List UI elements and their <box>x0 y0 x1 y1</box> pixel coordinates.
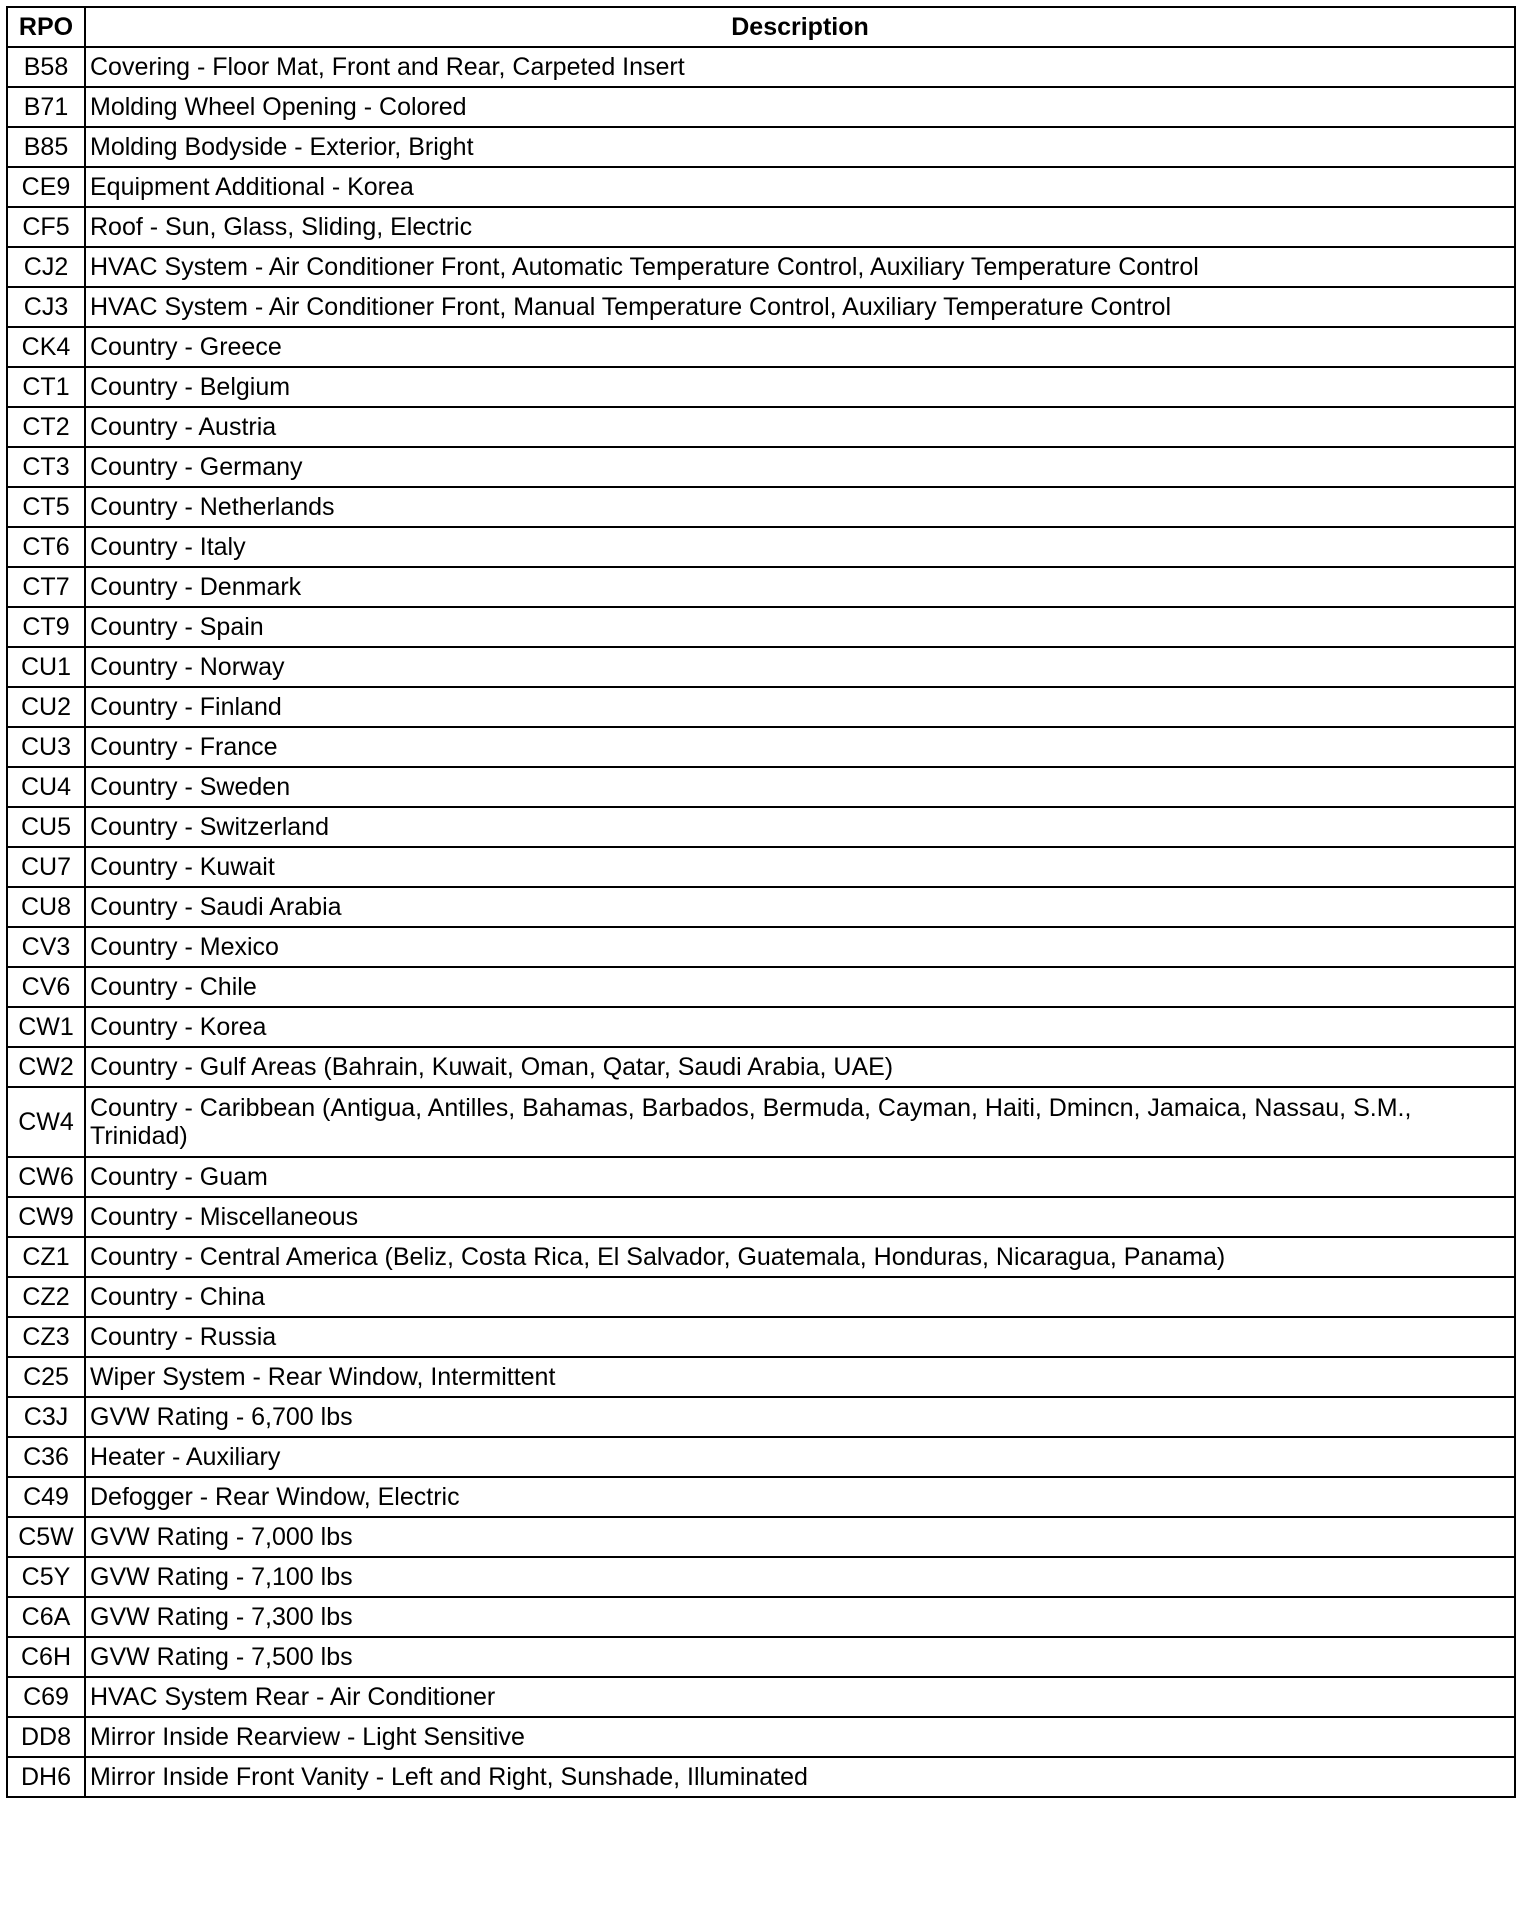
description-cell: Country - Spain <box>85 607 1515 647</box>
description-cell: Country - Finland <box>85 687 1515 727</box>
table-row <box>7 1717 1515 1757</box>
table-row <box>7 1007 1515 1047</box>
table-row <box>7 207 1515 247</box>
description-cell: Country - Switzerland <box>85 807 1515 847</box>
table-row <box>7 1677 1515 1717</box>
table-row <box>7 727 1515 767</box>
description-cell: Roof - Sun, Glass, Sliding, Electric <box>85 207 1515 247</box>
table-row <box>7 967 1515 1007</box>
table-row <box>7 87 1515 127</box>
rpo-code-cell: CT9 <box>7 607 85 647</box>
description-cell: Mirror Inside Front Vanity - Left and Right, Sunshade, Illuminated <box>85 1757 1515 1797</box>
table-row <box>7 1357 1515 1397</box>
rpo-code-cell: CT1 <box>7 367 85 407</box>
table-row <box>7 527 1515 567</box>
rpo-code-cell: CU4 <box>7 767 85 807</box>
description-cell: Country - Gulf Areas (Bahrain, Kuwait, Oman, Qatar, Saudi Arabia, UAE) <box>85 1047 1515 1087</box>
description-cell: Country - Caribbean (Antigua, Antilles, Bahamas, Barbados, Bermuda, Cayman, Haiti, Dmincn, Jamaica, Nassau, S.M., Trinidad) <box>85 1087 1515 1157</box>
description-cell: Country - Germany <box>85 447 1515 487</box>
rpo-code-cell: C6A <box>7 1597 85 1637</box>
description-cell: Country - Central America (Beliz, Costa Rica, El Salvador, Guatemala, Honduras, Nicaragua, Panama) <box>85 1237 1515 1277</box>
rpo-code-cell: C3J <box>7 1397 85 1437</box>
description-cell: Heater - Auxiliary <box>85 1437 1515 1477</box>
rpo-code-cell: CV6 <box>7 967 85 1007</box>
table-row <box>7 1087 1515 1157</box>
table-row <box>7 1197 1515 1237</box>
rpo-column-header: RPO <box>7 7 85 47</box>
rpo-code-cell: DH6 <box>7 1757 85 1797</box>
rpo-code-cell: CU8 <box>7 887 85 927</box>
table-row <box>7 1477 1515 1517</box>
table-row <box>7 1637 1515 1677</box>
rpo-code-cell: CW6 <box>7 1157 85 1197</box>
table-row <box>7 1757 1515 1797</box>
rpo-code-cell: C69 <box>7 1677 85 1717</box>
description-cell: Country - Netherlands <box>85 487 1515 527</box>
description-cell: Country - France <box>85 727 1515 767</box>
rpo-code-cell: CU5 <box>7 807 85 847</box>
description-cell: GVW Rating - 7,000 lbs <box>85 1517 1515 1557</box>
description-cell: Country - Austria <box>85 407 1515 447</box>
description-cell: HVAC System - Air Conditioner Front, Manual Temperature Control, Auxiliary Temperature Control <box>85 287 1515 327</box>
table-header <box>7 7 1515 47</box>
description-cell: GVW Rating - 7,100 lbs <box>85 1557 1515 1597</box>
description-cell: Country - Belgium <box>85 367 1515 407</box>
table-row <box>7 1237 1515 1277</box>
table-row <box>7 447 1515 487</box>
description-cell: GVW Rating - 7,300 lbs <box>85 1597 1515 1637</box>
rpo-code-cell: CW9 <box>7 1197 85 1237</box>
table-row <box>7 887 1515 927</box>
description-cell: Country - Mexico <box>85 927 1515 967</box>
description-cell: Defogger - Rear Window, Electric <box>85 1477 1515 1517</box>
table-row <box>7 1047 1515 1087</box>
table-row <box>7 807 1515 847</box>
table-row <box>7 1557 1515 1597</box>
rpo-code-cell: B71 <box>7 87 85 127</box>
rpo-code-cell: CT2 <box>7 407 85 447</box>
table-row <box>7 1597 1515 1637</box>
table-row <box>7 767 1515 807</box>
description-cell: Country - Guam <box>85 1157 1515 1197</box>
rpo-code-cell: CU1 <box>7 647 85 687</box>
table-row <box>7 1517 1515 1557</box>
description-cell: HVAC System Rear - Air Conditioner <box>85 1677 1515 1717</box>
description-cell: Country - Saudi Arabia <box>85 887 1515 927</box>
table-row <box>7 367 1515 407</box>
description-cell: GVW Rating - 7,500 lbs <box>85 1637 1515 1677</box>
rpo-code-cell: CJ3 <box>7 287 85 327</box>
description-cell: Country - Sweden <box>85 767 1515 807</box>
rpo-code-cell: CW4 <box>7 1087 85 1157</box>
rpo-code-cell: CJ2 <box>7 247 85 287</box>
rpo-code-cell: CZ2 <box>7 1277 85 1317</box>
table-row <box>7 247 1515 287</box>
table-body <box>7 47 1515 1797</box>
description-cell: Molding Wheel Opening - Colored <box>85 87 1515 127</box>
rpo-code-cell: C36 <box>7 1437 85 1477</box>
table-row <box>7 407 1515 447</box>
rpo-code-cell: B58 <box>7 47 85 87</box>
rpo-code-cell: C49 <box>7 1477 85 1517</box>
rpo-code-cell: CU7 <box>7 847 85 887</box>
rpo-table <box>6 6 1516 1798</box>
rpo-code-cell: CF5 <box>7 207 85 247</box>
description-cell: Equipment Additional - Korea <box>85 167 1515 207</box>
header-row <box>7 7 1515 47</box>
rpo-code-cell: C5Y <box>7 1557 85 1597</box>
rpo-code-cell: CU3 <box>7 727 85 767</box>
description-cell: Covering - Floor Mat, Front and Rear, Carpeted Insert <box>85 47 1515 87</box>
rpo-code-cell: CZ3 <box>7 1317 85 1357</box>
table-row <box>7 167 1515 207</box>
rpo-code-cell: CT7 <box>7 567 85 607</box>
rpo-code-cell: B85 <box>7 127 85 167</box>
description-cell: HVAC System - Air Conditioner Front, Automatic Temperature Control, Auxiliary Temperature Control <box>85 247 1515 287</box>
rpo-code-cell: CW2 <box>7 1047 85 1087</box>
description-cell: Country - Denmark <box>85 567 1515 607</box>
description-column-header: Description <box>85 7 1515 47</box>
description-cell: Wiper System - Rear Window, Intermittent <box>85 1357 1515 1397</box>
description-cell: Molding Bodyside - Exterior, Bright <box>85 127 1515 167</box>
rpo-code-cell: CK4 <box>7 327 85 367</box>
rpo-code-cell: CT5 <box>7 487 85 527</box>
description-cell: GVW Rating - 6,700 lbs <box>85 1397 1515 1437</box>
table-row <box>7 1317 1515 1357</box>
table-row <box>7 47 1515 87</box>
description-cell: Country - Kuwait <box>85 847 1515 887</box>
description-cell: Country - China <box>85 1277 1515 1317</box>
rpo-code-cell: C6H <box>7 1637 85 1677</box>
table-row <box>7 927 1515 967</box>
rpo-code-cell: CT6 <box>7 527 85 567</box>
rpo-code-cell: C5W <box>7 1517 85 1557</box>
table-row <box>7 127 1515 167</box>
description-cell: Country - Italy <box>85 527 1515 567</box>
table-row <box>7 1437 1515 1477</box>
table-row <box>7 647 1515 687</box>
table-row <box>7 487 1515 527</box>
rpo-code-cell: C25 <box>7 1357 85 1397</box>
description-cell: Mirror Inside Rearview - Light Sensitive <box>85 1717 1515 1757</box>
table-row <box>7 847 1515 887</box>
table-row <box>7 1397 1515 1437</box>
description-cell: Country - Greece <box>85 327 1515 367</box>
table-row <box>7 607 1515 647</box>
table-row <box>7 287 1515 327</box>
rpo-code-cell: CZ1 <box>7 1237 85 1277</box>
rpo-code-cell: DD8 <box>7 1717 85 1757</box>
rpo-code-cell: CE9 <box>7 167 85 207</box>
rpo-code-cell: CT3 <box>7 447 85 487</box>
table-row <box>7 567 1515 607</box>
rpo-code-cell: CV3 <box>7 927 85 967</box>
description-cell: Country - Russia <box>85 1317 1515 1357</box>
table-row <box>7 327 1515 367</box>
table-row <box>7 1157 1515 1197</box>
description-cell: Country - Norway <box>85 647 1515 687</box>
description-cell: Country - Korea <box>85 1007 1515 1047</box>
description-cell: Country - Miscellaneous <box>85 1197 1515 1237</box>
rpo-code-cell: CU2 <box>7 687 85 727</box>
table-row <box>7 687 1515 727</box>
rpo-code-cell: CW1 <box>7 1007 85 1047</box>
table-row <box>7 1277 1515 1317</box>
description-cell: Country - Chile <box>85 967 1515 1007</box>
